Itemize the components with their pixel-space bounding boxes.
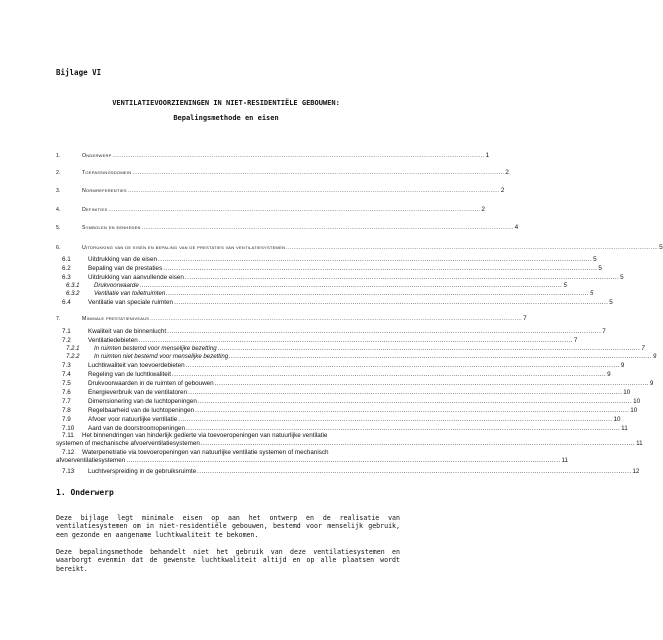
toc-leader: .......................................................................................................................................................................................................... <box>108 207 481 213</box>
toc-page: 9 <box>649 380 654 387</box>
toc-page: 5 <box>598 265 602 272</box>
toc-page: 5 <box>563 282 567 289</box>
toc-page: 5 <box>609 299 613 306</box>
toc-page: 5 <box>620 274 624 281</box>
toc-page: 5 <box>590 290 594 297</box>
toc-entry[interactable] <box>56 423 628 432</box>
body-paragraph: Deze bepalingsmethode behandelt niet het gebruik van deze ventilatiesystemen en waarborgt evenmin dat de gewenste luchtkwaliteit altijd en op alle plaatsen wordt bereikt. <box>56 548 400 573</box>
toc-number: 6.1 <box>62 256 71 263</box>
toc-leader: .......................................................................................................................................................................................................... <box>167 328 602 335</box>
toc-number: 6.3.1 <box>66 282 80 289</box>
toc-entry[interactable] <box>56 351 657 360</box>
toc-leader: .......................................................................................................................................................................................................... <box>174 299 609 306</box>
toc-number: 6.3 <box>62 274 71 281</box>
toc-number: 7.2.1 <box>66 345 80 352</box>
toc-leader: .......................................................................................................................................................................................................... <box>178 416 613 423</box>
toc-leader: .......................................................................................................................................................................................................... <box>150 316 523 322</box>
toc-number: 7.3 <box>62 362 71 369</box>
toc-leader: .......................................................................................................................................................................................................... <box>188 389 623 396</box>
toc-page: 9 <box>607 371 611 378</box>
annex-label: Bijlage VI <box>56 68 102 77</box>
toc-leader: .......................................................................................................................................................................................................... <box>126 457 561 464</box>
toc-leader: .......................................................................................................................................................................................................... <box>214 380 649 387</box>
toc-label: Drukvoorwaarden in de ruimten of gebouwen <box>88 380 214 387</box>
toc-number: 7.12 <box>62 449 75 456</box>
toc-entry[interactable] <box>56 326 606 335</box>
toc-label: Aard van de doorstroomopeningen <box>88 425 185 432</box>
toc-entry[interactable] <box>56 167 509 176</box>
toc-entry[interactable] <box>56 222 519 231</box>
toc-label: Het binnendringen van hinderlijk gedierte via toevoeropeningen van natuurlijke ventilatie <box>82 432 328 439</box>
document-subtitle: Bepalingsmethode en eisen <box>173 114 279 122</box>
toc-leader: .......................................................................................................................................................................................................... <box>184 274 620 281</box>
toc-label: Ventilatiedebieten <box>88 337 138 344</box>
toc-entry[interactable] <box>56 185 505 194</box>
toc-label: Waterpenetratie via toevoeropeningen van natuurlijke ventilatie systemen of mechanisch <box>82 449 329 456</box>
toc-page: 10 <box>613 416 621 423</box>
toc-number: 6.2 <box>62 265 71 272</box>
toc-number: 1. <box>56 153 61 159</box>
toc-page: 7 <box>573 337 578 344</box>
toc-leader: .......................................................................................................................................................................................................... <box>163 265 598 272</box>
toc-number: 2. <box>56 170 61 176</box>
toc-page: 10 <box>633 398 641 405</box>
toc-leader: .......................................................................................................................................................................................................... <box>157 256 593 263</box>
toc-leader: .......................................................................................................................................................................................................... <box>185 362 620 369</box>
toc-page: 2 <box>500 187 505 194</box>
toc-entry[interactable] <box>56 360 625 369</box>
toc-label: Ventilatie van speciale ruimten <box>88 299 174 306</box>
toc-number: 7.4 <box>62 371 71 378</box>
toc-label: Normreferenties <box>82 188 127 194</box>
toc-entry[interactable] <box>56 254 597 263</box>
toc-number: 6.4 <box>62 299 71 306</box>
toc-label: Toepassingsdomein <box>82 170 132 176</box>
toc-label-continued: systemen of mechanische afvoerventilatiesystemen <box>56 440 200 447</box>
toc-leader: .......................................................................................................................................................................................................... <box>132 170 505 176</box>
toc-label: Definities <box>82 207 108 213</box>
toc-leader: .......................................................................................................................................................................................................... <box>166 290 590 297</box>
toc-leader: .......................................................................................................................................................................................................... <box>229 353 652 360</box>
toc-page: 7 <box>641 345 645 352</box>
body-paragraph: Deze bijlage legt minimale eisen op aan het ontwerp en de realisatie van ventilatiesystemen om in niet-residentiële gebouwen, bestemd voor menselijk gebruik, een gezonde en aangename luchtkwaliteit te bekomen. <box>56 514 400 539</box>
toc-page: 7 <box>523 315 527 322</box>
toc-number: 7.5 <box>62 380 71 387</box>
toc-page: 2 <box>505 169 509 176</box>
toc-label: Minimale prestatieniveaus <box>82 316 150 322</box>
section-heading: 1. Onderwerp <box>56 488 114 497</box>
toc-label: Dimensionering van de luchtopeningen <box>88 398 197 405</box>
toc-number: 7.10 <box>62 425 75 432</box>
toc-label: In ruimten bestemd voor menselijke bezetting <box>94 345 217 352</box>
toc-page: 2 <box>481 206 485 213</box>
toc-page: 9 <box>620 362 625 369</box>
toc-number: 7.2 <box>62 337 71 344</box>
toc-leader: .......................................................................................................................................................................................................... <box>139 282 563 289</box>
toc-leader: .......................................................................................................................................................................................................... <box>138 337 573 344</box>
toc-leader: .......................................................................................................................................................................................................... <box>171 371 607 378</box>
toc-number: 7.9 <box>62 416 71 423</box>
toc-page: 11 <box>561 457 569 464</box>
toc-number: 7. <box>56 316 61 322</box>
toc-number: 4. <box>56 207 61 213</box>
toc-number: 7.1 <box>62 328 71 335</box>
toc-number: 6. <box>56 245 61 251</box>
toc-number: 7.7 <box>62 398 71 405</box>
toc-entry[interactable] <box>56 150 490 159</box>
toc-leader: .......................................................................................................................................................................................................... <box>141 225 514 231</box>
toc-number: 7.2.2 <box>66 353 80 360</box>
toc-leader: .......................................................................................................................................................................................................... <box>127 188 500 194</box>
toc-leader: .......................................................................................................................................................................................................... <box>197 468 632 475</box>
toc-entry[interactable] <box>56 405 638 414</box>
toc-number: 7.13 <box>62 468 75 475</box>
toc-page: 11 <box>621 425 628 432</box>
toc-page: 7 <box>602 328 606 335</box>
toc-page: 5 <box>593 256 597 263</box>
toc-label: Drukvoorwaarde <box>94 282 139 289</box>
toc-entry[interactable] <box>56 378 654 387</box>
toc-entry[interactable] <box>56 466 640 475</box>
toc-number: 6.3.2 <box>66 290 80 297</box>
toc-entry[interactable] <box>56 396 641 405</box>
toc-leader: .......................................................................................................................................................................................................... <box>200 440 636 447</box>
document-title: VENTILATIEVOORZIENINGEN IN NIET-RESIDENTIËLE GEBOUWEN: <box>112 99 340 107</box>
toc-label: Kwaliteit van de binnenlucht <box>88 328 167 335</box>
toc-label: Uitdrukking van de eisen <box>88 256 157 263</box>
toc-label: Regeling van de luchtkwaliteit <box>88 371 171 378</box>
toc-number: 7.6 <box>62 389 71 396</box>
toc-leader: .......................................................................................................................................................................................................... <box>112 153 485 159</box>
toc-label: Regelbaarheid van de luchtopeningen <box>88 407 195 414</box>
toc-page: 10 <box>623 389 631 396</box>
toc-page: 12 <box>632 468 640 475</box>
toc-entry[interactable] <box>56 263 602 272</box>
toc-label: Luchtverspreiding in de gebruiksruimte <box>88 468 197 475</box>
toc-entry[interactable] <box>56 387 631 396</box>
toc-number: 3. <box>56 188 61 194</box>
table-of-contents <box>56 0 663 640</box>
toc-page: 1 <box>485 152 490 159</box>
toc-page: 4 <box>514 224 519 231</box>
toc-leader: .......................................................................................................................................................................................................... <box>197 398 633 405</box>
toc-page: 10 <box>630 407 638 414</box>
toc-entry[interactable] <box>56 369 611 378</box>
toc-label: Ventilatie van toiletruimten <box>94 290 166 297</box>
toc-number: 5. <box>56 225 61 231</box>
toc-number: 7.8 <box>62 407 71 414</box>
toc-entry[interactable] <box>56 242 663 251</box>
toc-label: In ruimten niet bestemd voor menselijke bezetting <box>94 353 229 360</box>
toc-label: Uitdrukking van de eisen en bepaling van de prestaties van ventilatiesystemen <box>82 245 286 251</box>
toc-label: Uitdrukking van aanvullende eisen <box>88 274 184 281</box>
toc-label: Afvoer voor natuurlijke ventilatie <box>88 416 178 423</box>
toc-label: Energieverbruik van de ventilatoren <box>88 389 188 396</box>
toc-label: Symbolen en eenheden <box>82 225 141 231</box>
toc-entry[interactable] <box>56 414 621 423</box>
toc-label: Luchtkwaliteit van toevoerdebieten <box>88 362 185 369</box>
toc-number: 7.11 <box>62 432 74 439</box>
toc-entry[interactable] <box>56 432 643 448</box>
toc-entry[interactable] <box>56 313 527 322</box>
toc-label-continued: afvoerventilatiesystemen <box>56 457 126 464</box>
toc-page: 9 <box>652 353 657 360</box>
toc-leader: .......................................................................................................................................................................................................... <box>185 425 621 432</box>
toc-entry[interactable] <box>56 288 594 297</box>
toc-leader: .......................................................................................................................................................................................................... <box>195 407 630 414</box>
toc-page: 11 <box>636 440 643 447</box>
toc-label: Bepaling van de prestaties <box>88 265 163 272</box>
toc-entry[interactable] <box>56 297 613 306</box>
toc-entry[interactable] <box>56 204 485 213</box>
toc-page: 5 <box>659 244 663 251</box>
toc-leader: .......................................................................................................................................................................................................... <box>286 245 659 251</box>
toc-label: Onderwerp <box>82 153 112 159</box>
toc-leader: .......................................................................................................................................................................................................... <box>217 345 641 352</box>
toc-entry[interactable] <box>56 449 569 465</box>
